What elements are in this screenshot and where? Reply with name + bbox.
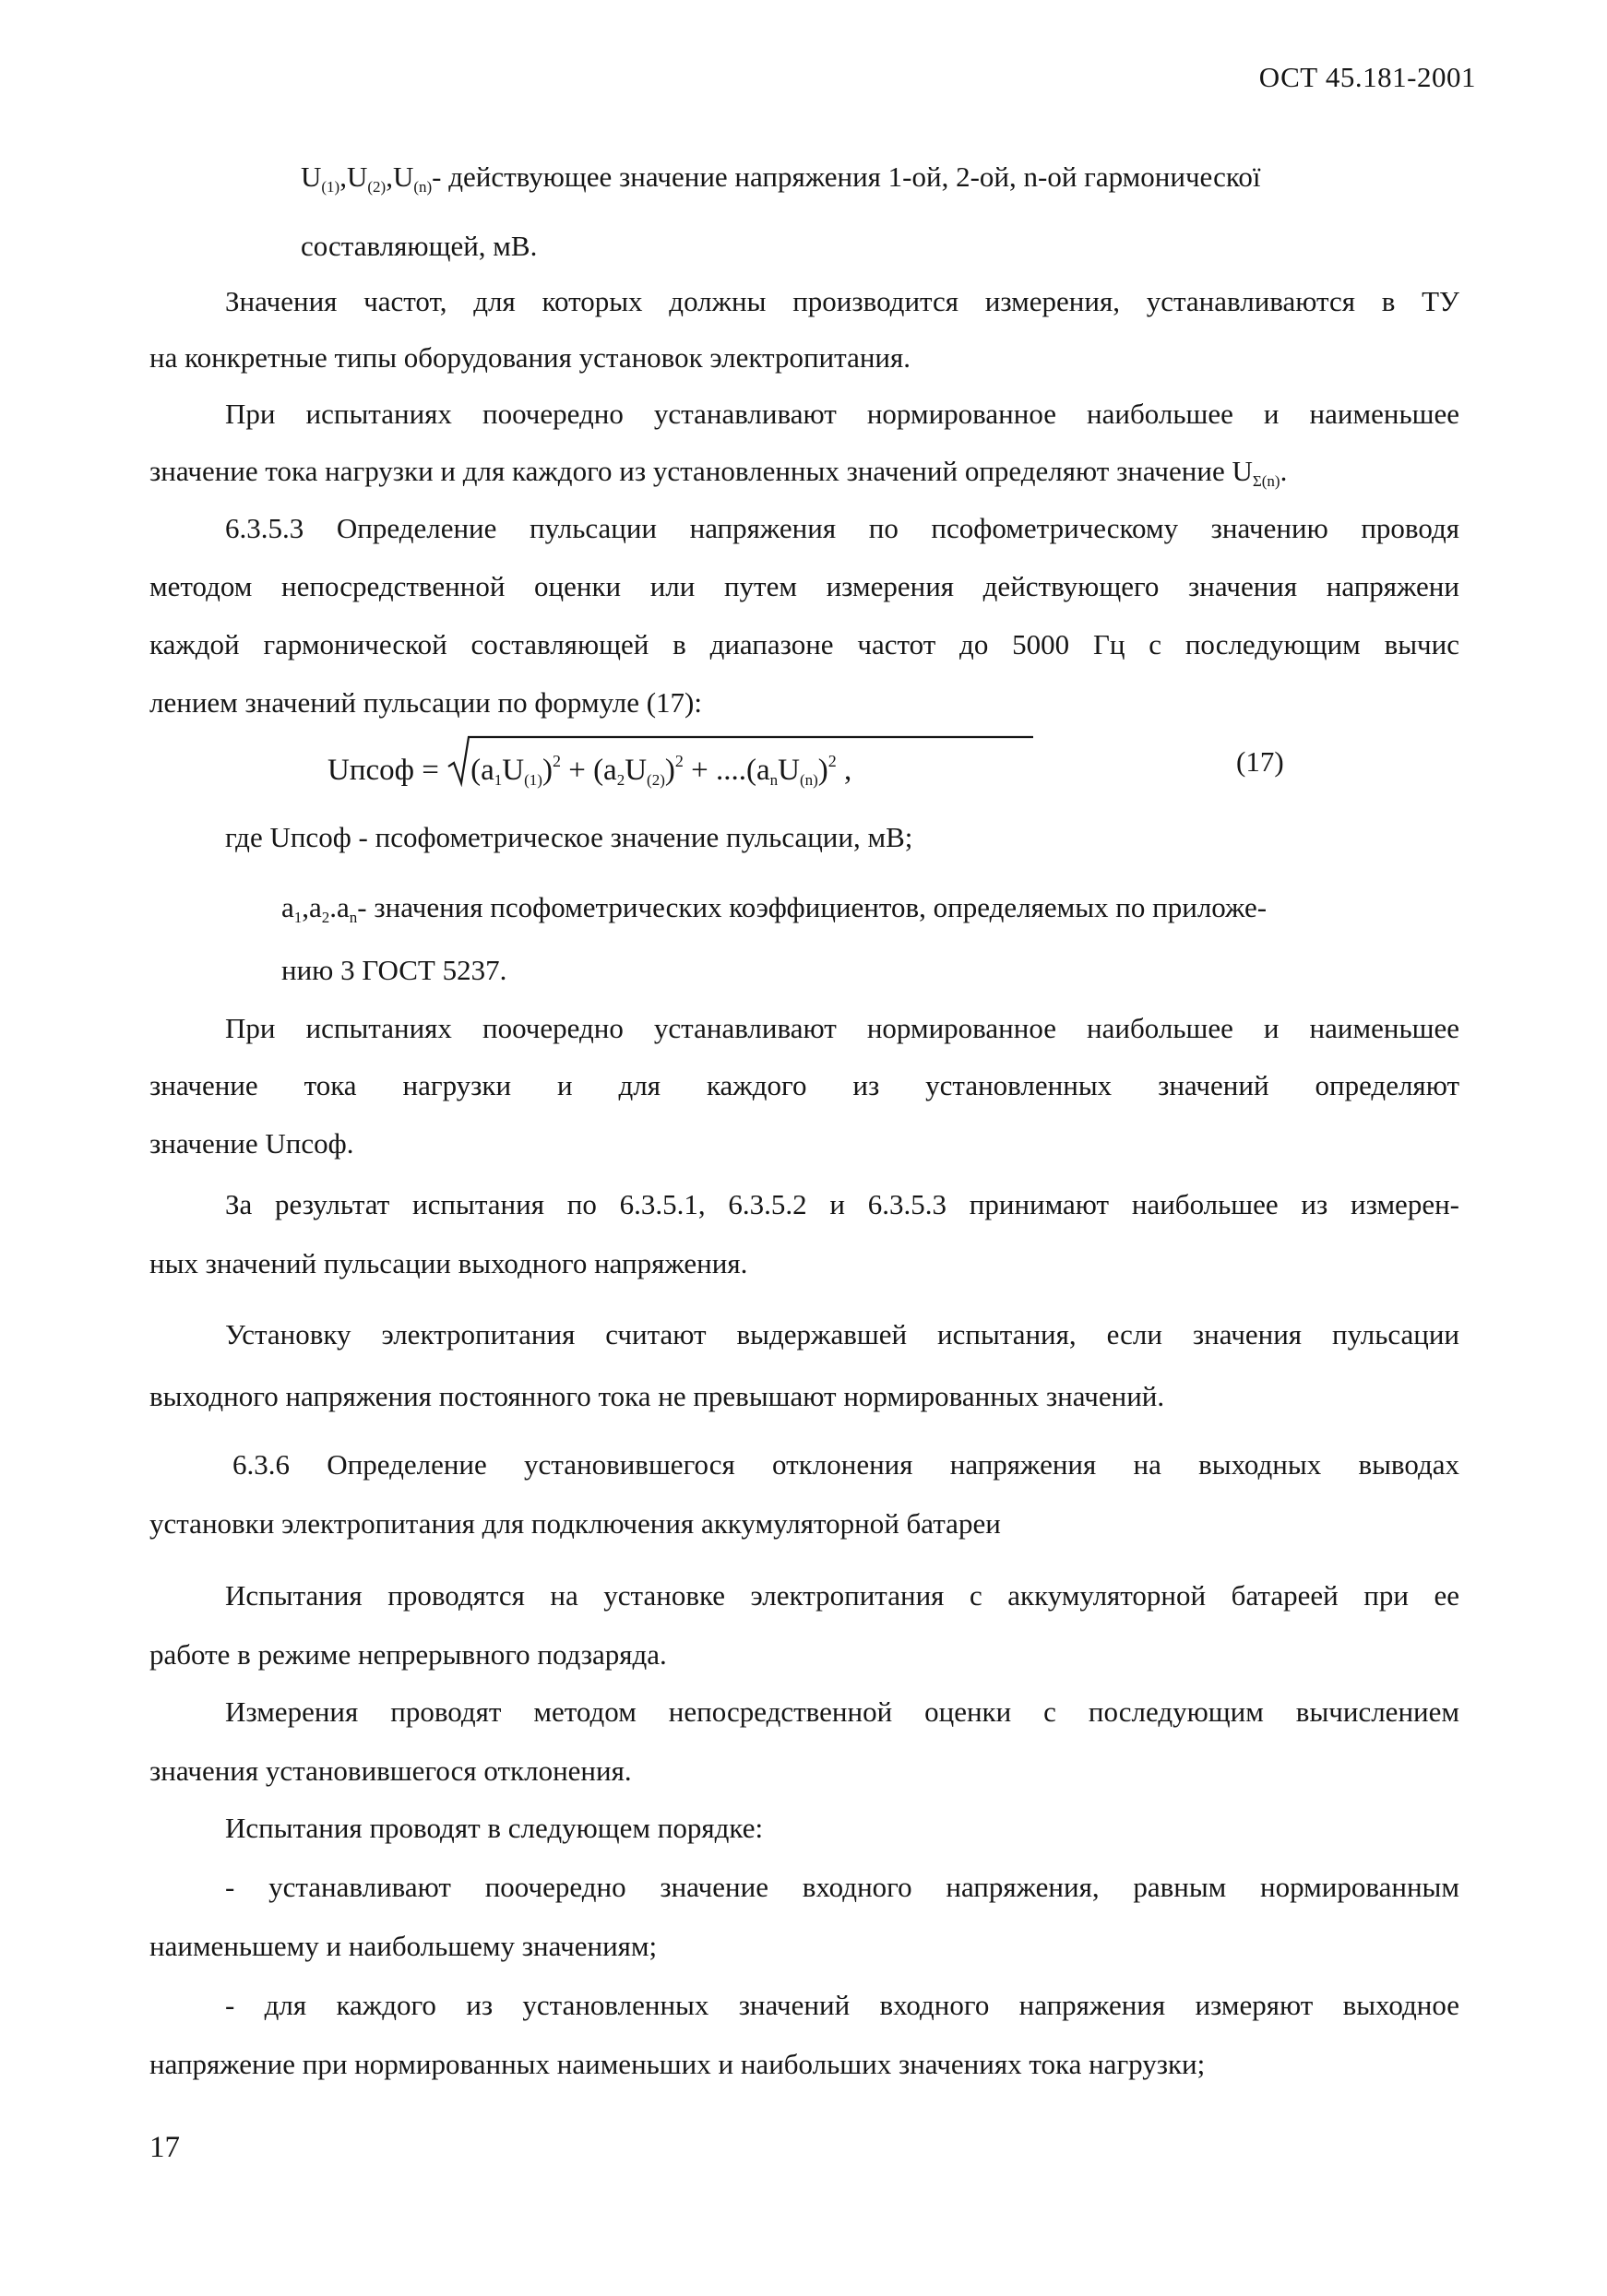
text-line: При испытаниях поочередно устанавливают нормированное наибольшее и наименьшее xyxy=(225,398,1459,430)
text-line: значение Uпсоф. xyxy=(149,1127,354,1160)
formula-power: 2 xyxy=(674,752,684,770)
list-item: - для каждого из установленных значений входного напряжения измеряют выходное xyxy=(225,1989,1459,2021)
subscript-2: 2 xyxy=(321,909,330,926)
radical-sign-icon xyxy=(446,735,1037,787)
text-line: Значения частот, для которых должны производится измерения, устанавливаются в ТУ xyxy=(225,285,1459,317)
formula-lhs: Uпсоф = xyxy=(327,754,447,787)
text-line: установки электропитания для подключения аккумуляторной батареи xyxy=(149,1507,1001,1540)
formula-sub: 2 xyxy=(616,771,625,789)
definition-text: - действующее значение напряжения 1-ой, 2-ой, n-ой гармоническої xyxy=(432,161,1261,193)
subscript-n: n xyxy=(349,909,358,926)
var-a1: a xyxy=(281,891,294,923)
text-line: Испытания проводятся на установке электропитания с аккумуляторной батареей при ее xyxy=(225,1579,1459,1612)
text-line: наименьшему и наибольшему значениям; xyxy=(149,1930,658,1962)
text-line: на конкретные типы оборудования установок электропитания. xyxy=(149,341,911,374)
subscript-2: (2) xyxy=(367,178,387,196)
formula-sub: (2) xyxy=(647,771,665,789)
text-line: где Uпсоф - псофометрическое значение пульсации, мВ; xyxy=(225,821,913,853)
subscript-1: (1) xyxy=(321,178,340,196)
subscript-1: 1 xyxy=(293,909,303,926)
var-a2: a xyxy=(309,891,322,923)
text-line xyxy=(149,453,1287,500)
formula-term: U xyxy=(502,754,525,787)
text-line: нию 3 ГОСТ 5237. xyxy=(281,954,507,986)
var-u2: U xyxy=(346,161,368,193)
list-item: - устанавливают поочередно значение входного напряжения, равным нормированным xyxy=(225,1871,1459,1903)
formula-sub: n xyxy=(769,771,779,789)
text-line: методом непосредственной оценки или путем измерения действующего значения напряжени xyxy=(149,570,1459,602)
page-number: 17 xyxy=(149,2131,180,2164)
coefficients-definition-line: $a_1,a_2.a_n-$ значения псофометрических коэффициентов, определяемых по приложе- xyxy=(281,891,1268,926)
section-6353-heading: 6.3.5.3 Определение пульсации напряжения по псофометрическому значению проводя xyxy=(225,512,1459,544)
document-code: ОСТ 45.181-2001 xyxy=(1258,61,1476,93)
text-line: каждой гармонической составляющей в диапазоне частот до 5000 Гц с последующим вычис xyxy=(149,628,1459,660)
formula-sub: (n) xyxy=(799,771,818,789)
text-line: Измерения проводят методом непосредственной оценки с последующим вычислением xyxy=(225,1695,1459,1728)
formula-term: U xyxy=(625,754,648,787)
text-line: Установку электропитания считают выдержавшей испытания, если значения пульсации xyxy=(225,1318,1459,1350)
subscript-sigma-n: Σ(n) xyxy=(1252,472,1280,490)
text-line: При испытаниях поочередно устанавливают нормированное наибольшее и наименьшее xyxy=(225,1012,1459,1044)
text-line: работе в режиме непрерывного подзаряда. xyxy=(149,1638,667,1671)
text-line: выходного напряжения постоянного тока не превышают нормированных значений. xyxy=(149,1380,1165,1412)
formula-power: 2 xyxy=(552,752,561,770)
definition-text: - значения псофометрических коэффициентов, определяемых по приложе- xyxy=(357,891,1268,923)
subscript-n: (n) xyxy=(413,178,433,196)
formula-17 xyxy=(327,741,851,801)
formula-term: + ....(a xyxy=(683,754,770,787)
formula-term: ) xyxy=(542,754,553,787)
harmonic-voltage-definition-line: $U_{(1)},U_{(2)},U_{(n)}-$ действующее значение напряжения 1-ой, 2-ой, n-ой гармоническої xyxy=(301,161,1261,196)
text-line: За результат испытания по 6.3.5.1, 6.3.5.2 и 6.3.5.3 принимают наибольшее из измерен- xyxy=(225,1188,1459,1220)
formula-term: + (a xyxy=(560,754,617,787)
formula-term: (a xyxy=(470,754,494,787)
text-line: лением значений пульсации по формуле (17): xyxy=(149,686,702,719)
formula-sub: 1 xyxy=(494,771,503,789)
formula-tail: , xyxy=(836,754,852,787)
var-an: a xyxy=(337,891,350,923)
text-line: Испытания проводят в следующем порядке: xyxy=(225,1812,764,1844)
text-line: значение тока нагрузки и для каждого из установленных значений определяют xyxy=(149,1069,1459,1101)
text-line: составляющей, мВ. xyxy=(301,230,538,262)
text-span: . xyxy=(1280,455,1288,487)
formula-number: (17) xyxy=(1236,745,1284,778)
text-line: ных значений пульсации выходного напряжения. xyxy=(149,1247,748,1279)
formula-term: ) xyxy=(817,754,828,787)
square-root xyxy=(446,741,837,801)
text-line: напряжение при нормированных наименьших и наибольших значениях тока нагрузки; xyxy=(149,2048,1206,2080)
formula-term: ) xyxy=(664,754,675,787)
formula-power: 2 xyxy=(827,752,837,770)
text-line: значения установившегося отклонения. xyxy=(149,1755,632,1787)
formula-sub: (1) xyxy=(524,771,542,789)
section-636-heading: 6.3.6 Определение установившегося отклонения напряжения на выходных выводах xyxy=(232,1448,1459,1481)
var-u1: U xyxy=(301,161,322,193)
formula-term: U xyxy=(778,754,800,787)
var-un: U xyxy=(392,161,414,193)
text-span: значение тока нагрузки и для каждого из установленных значений определяют значение U xyxy=(149,455,1253,487)
